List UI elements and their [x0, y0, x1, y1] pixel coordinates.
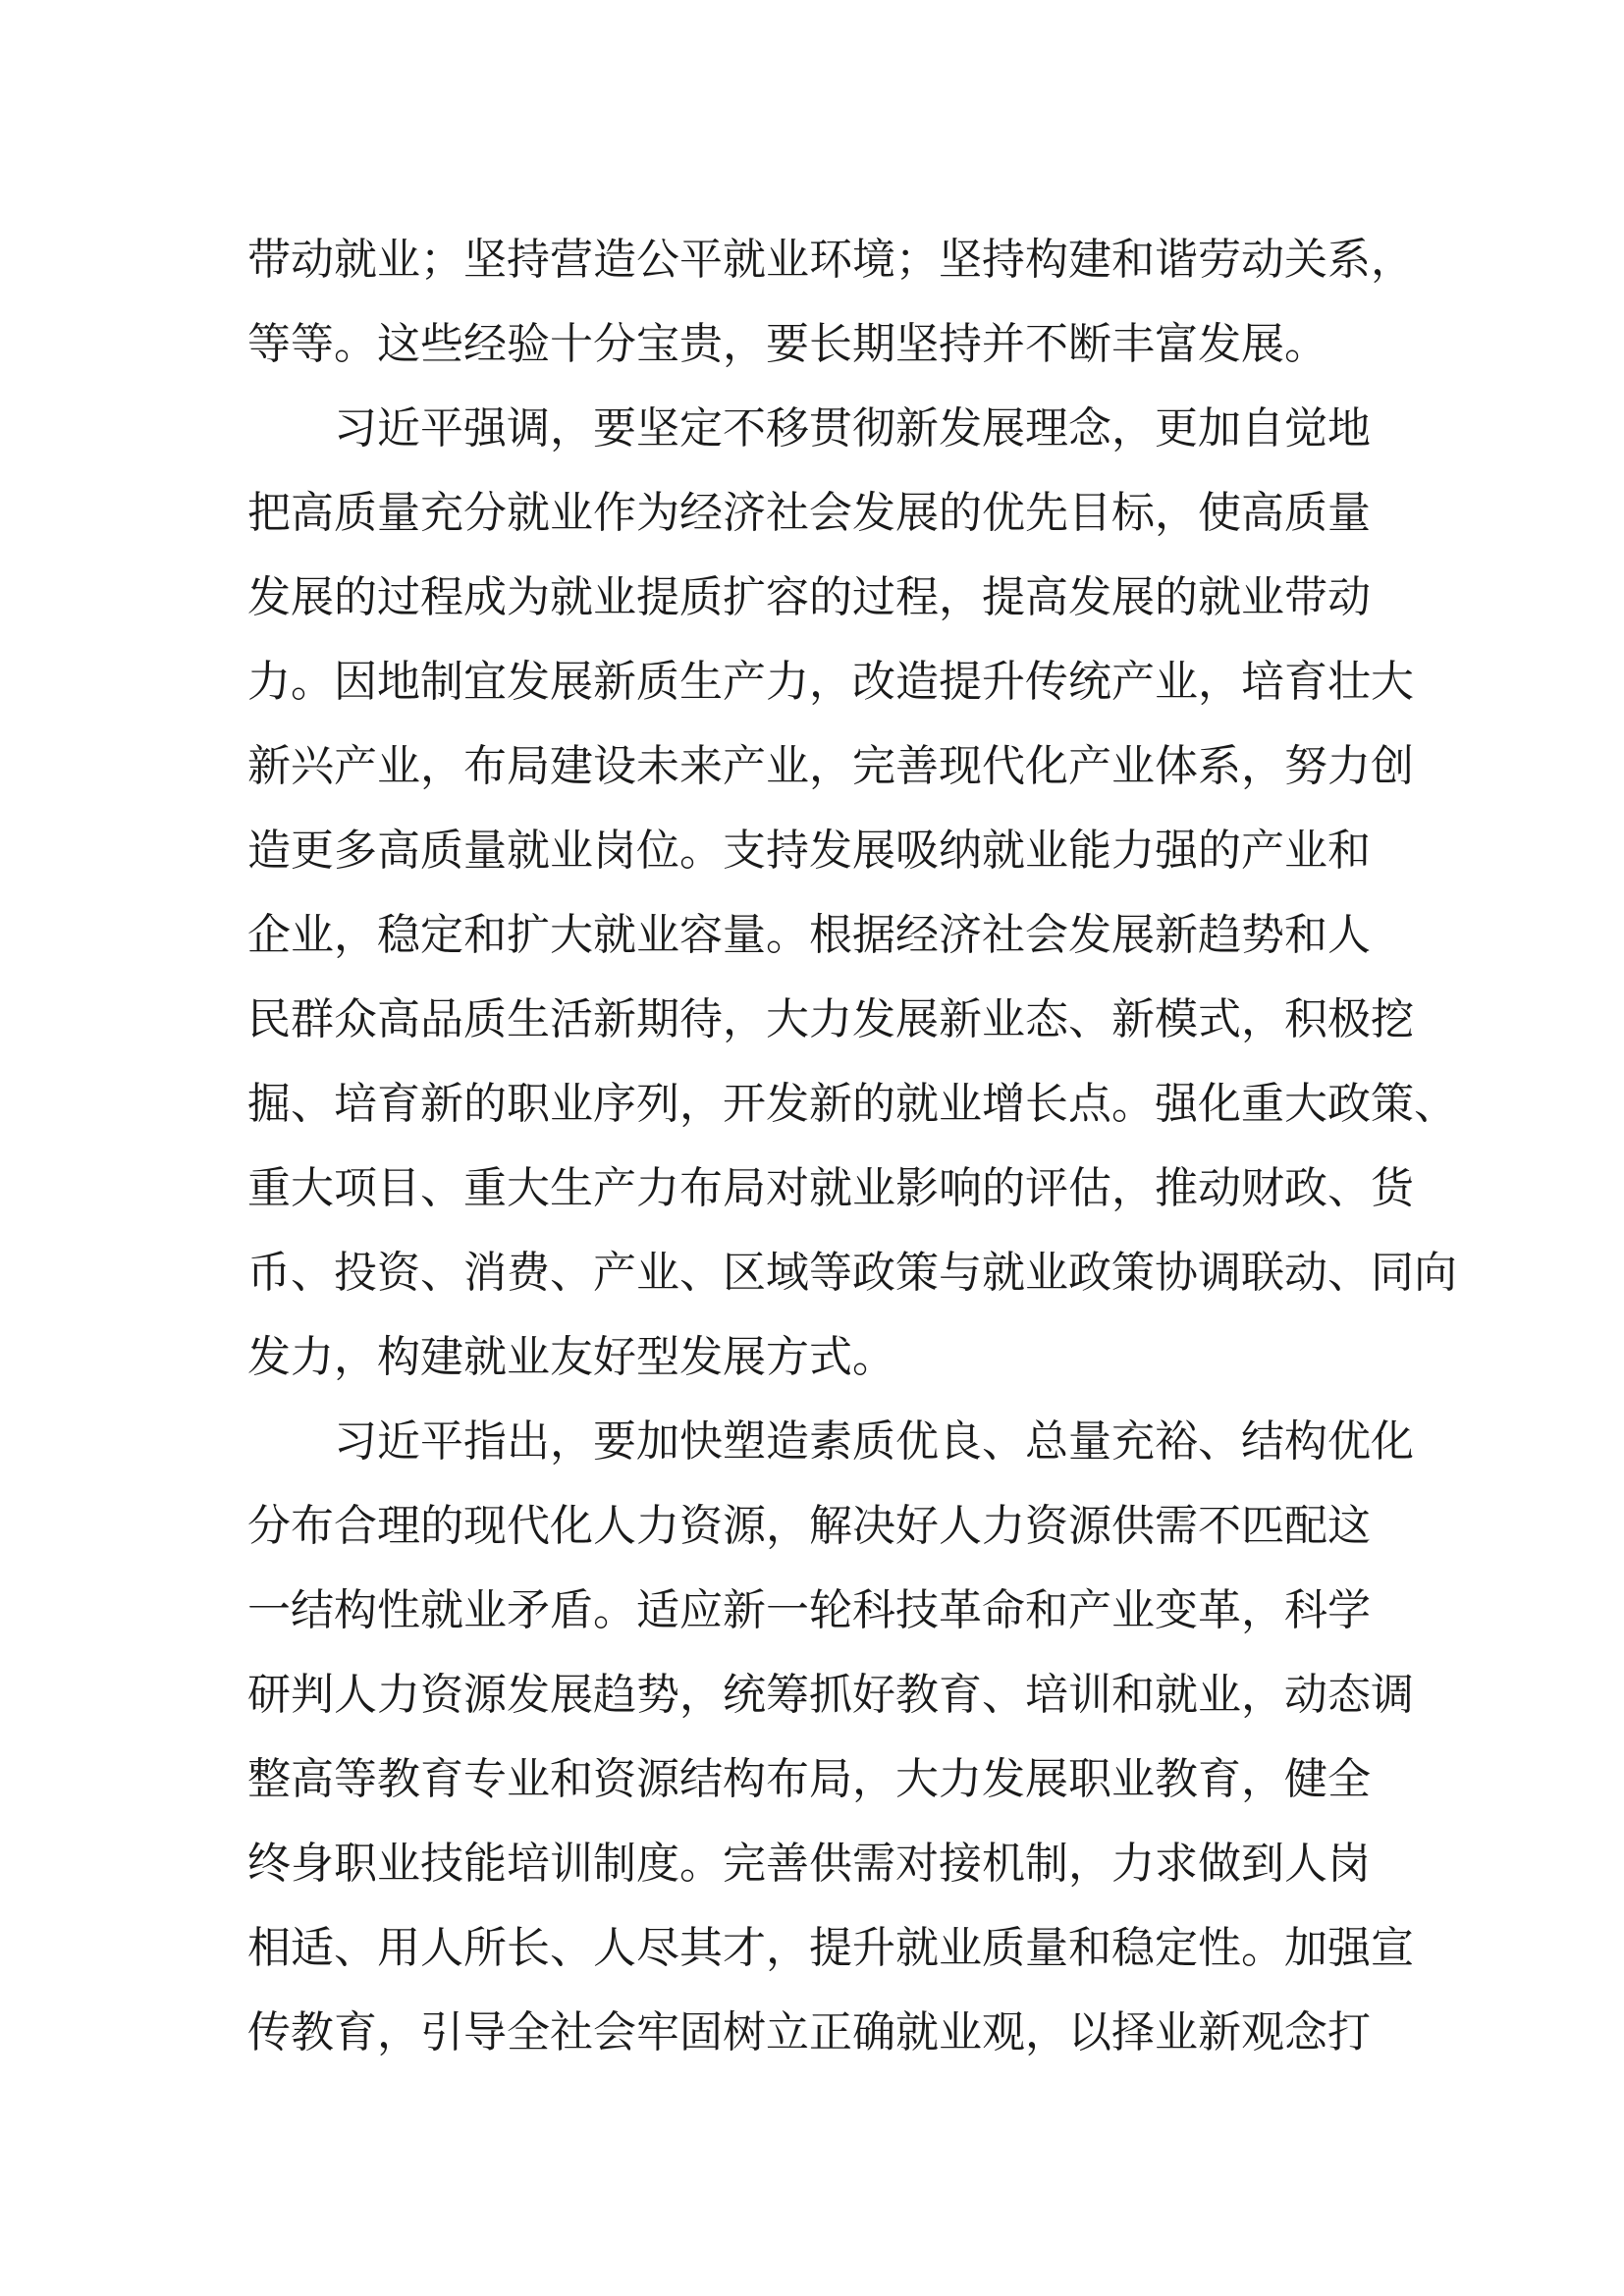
text-line: 发展的过程成为就业提质扩容的过程，提高发展的就业带动 — [247, 572, 1371, 622]
text-line: 民群众高品质生活新期待，大力发展新业态、新模式，积极挖 — [247, 994, 1414, 1044]
text-line: 力。因地制宜发展新质生产力，改造提升传统产业，培育壮大 — [247, 657, 1414, 707]
text-line: 终身职业技能培训制度。完善供需对接机制，力求做到人岗 — [247, 1839, 1371, 1889]
text-line: 掘、培育新的职业序列，开发新的就业增长点。强化重大政策、 — [247, 1079, 1457, 1129]
text-line: 等等。这些经验十分宝贵，要长期坚持并不断丰富发展。 — [247, 319, 1327, 369]
text-line: 币、投资、消费、产业、区域等政策与就业政策协调联动、同向 — [247, 1248, 1457, 1298]
text-line: 造更多高质量就业岗位。支持发展吸纳就业能力强的产业和 — [247, 826, 1371, 876]
text-line: 新兴产业，布局建设未来产业，完善现代化产业体系，努力创 — [247, 741, 1414, 791]
text-line: 相适、用人所长、人尽其才，提升就业质量和稳定性。加强宣 — [247, 1923, 1414, 1973]
text-line: 分布合理的现代化人力资源，解决好人力资源供需不匹配这 — [247, 1501, 1371, 1551]
text-line: 研判人力资源发展趋势，统筹抓好教育、培训和就业，动态调 — [247, 1670, 1414, 1720]
text-line: 整高等教育专业和资源结构布局，大力发展职业教育，健全 — [247, 1754, 1371, 1804]
paragraph-first-line: 习近平强调，要坚定不移贯彻新发展理念，更加自觉地 — [334, 403, 1371, 454]
text-line: 一结构性就业矛盾。适应新一轮科技革命和产业变革，科学 — [247, 1585, 1371, 1635]
text-line: 把高质量充分就业作为经济社会发展的优先目标，使高质量 — [247, 488, 1371, 538]
text-line: 发力，构建就业友好型发展方式。 — [247, 1332, 895, 1382]
text-line: 企业，稳定和扩大就业容量。根据经济社会发展新趋势和人 — [247, 910, 1371, 960]
text-line: 传教育，引导全社会牢固树立正确就业观，以择业新观念打 — [247, 2007, 1371, 2057]
text-line: 重大项目、重大生产力布局对就业影响的评估，推动财政、货 — [247, 1163, 1414, 1213]
paragraph-first-line: 习近平指出，要加快塑造素质优良、总量充裕、结构优化 — [334, 1416, 1414, 1467]
text-line: 带动就业；坚持营造公平就业环境；坚持构建和谐劳动关系， — [247, 235, 1414, 285]
body-text — [247, 218, 1457, 2075]
